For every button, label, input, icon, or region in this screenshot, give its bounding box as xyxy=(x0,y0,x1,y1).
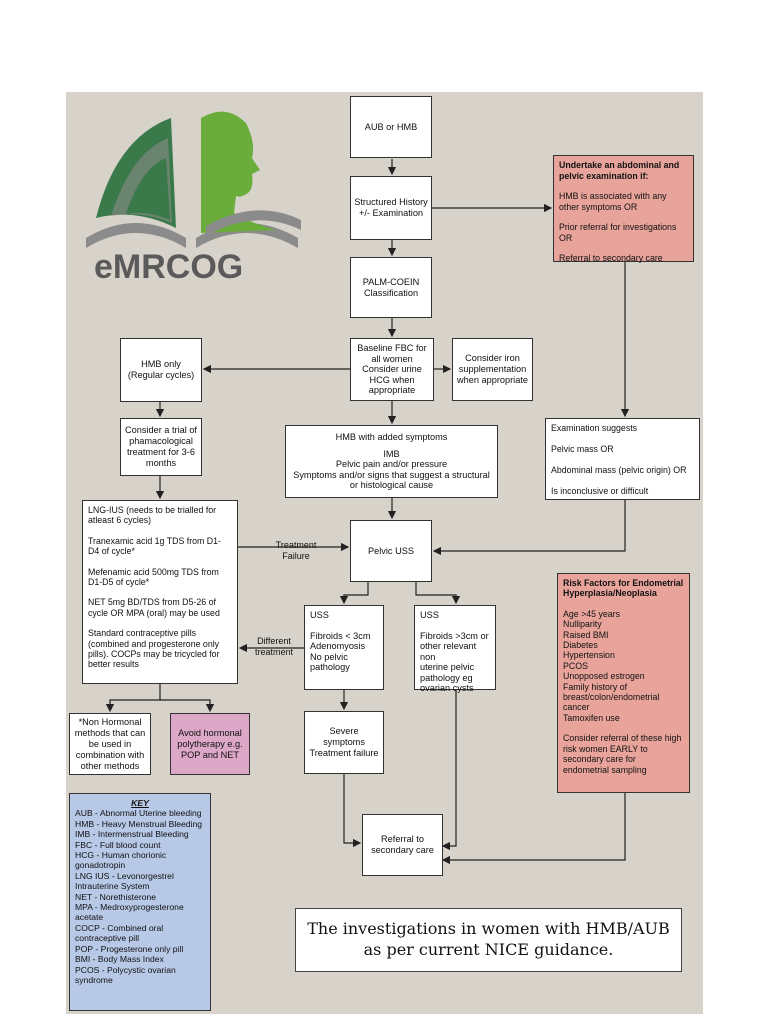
logo-text: eMRCOG xyxy=(94,248,244,286)
node-palm-coein: PALM-COEIN Classification xyxy=(350,257,432,318)
node-trial: Consider a trial of phamacological treatment for 3-6 months xyxy=(120,418,202,476)
node-baseline-fbc: Baseline FBC for all women Consider urine HCG when appropriate xyxy=(350,338,434,401)
node-hmb-only: HMB only (Regular cycles) xyxy=(120,338,202,402)
node-structured-history: Structured History +/- Examination xyxy=(350,176,432,240)
node-uss-small: USS Fibroids < 3cm Adenomyosis No pelvic pathology xyxy=(304,605,384,690)
node-treatment-list: LNG-IUS (needs to be trialled for atleast 6 cycles) Tranexamic acid 1g TDS from D1-D4 of cycle* Mefenamic acid 500mg TDS from D1-D5 of cycle* NET 5mg BD/TDS from D5-26 of cycle OR MPA (oral) may be used Standard contraceptive pills (combined and progesterone only pills). COCPs may be tricycled for better results xyxy=(82,500,238,684)
arrow-risk-to-referral xyxy=(443,793,625,860)
arrow-large-to-referral xyxy=(443,690,456,846)
label-different-treatment: Different treatment xyxy=(254,636,294,657)
node-severe: Severe symptoms Treatment failure xyxy=(304,711,384,774)
arrow-severe-to-referral xyxy=(344,774,360,843)
node-referral: Referral to secondary care xyxy=(362,814,443,876)
node-iron: Consider iron supplementation when appropriate xyxy=(452,338,533,401)
arrow-uss-to-small xyxy=(344,582,368,603)
node-uss-large: USS Fibroids >3cm or other relevant non uterine pelvic pathology eg ovarian cysts xyxy=(414,605,496,690)
arrow-list-to-nonhormonal xyxy=(110,684,160,711)
label-treatment-failure: Treatment Failure xyxy=(275,540,317,561)
node-aub-hmb: AUB or HMB xyxy=(350,96,432,158)
node-avoid-polytherapy: Avoid hormonal polytherapy e.g. POP and NET xyxy=(170,713,250,775)
arrow-uss-to-large xyxy=(416,582,456,603)
node-hmb-added: HMB with added symptoms IMB Pelvic pain and/or pressure Symptoms and/or signs that suggest a structural or histological cause xyxy=(285,425,498,498)
node-pelvic-uss: Pelvic USS xyxy=(350,520,432,582)
arrow-list-to-avoid xyxy=(160,700,210,711)
node-non-hormonal: *Non Hormonal methods that can be used in combination with other methods xyxy=(69,713,151,775)
key-legend: KEY AUB - Abnormal Uterine bleeding HMB - Heavy Menstrual Bleeding IMB - Intermenstrual Bleeding FBC - Full blood count HCG - Human chorionic gonadotropin LNG IUS - Levonorgestrel Intrauterine System NET - Norethisterone MPA - Medroxyprogesterone acetate COCP - Combined oral contraceptive pill POP - Progesterone only pill BMI - Body Mass Index PCOS - Polycystic ovarian syndrome xyxy=(69,793,211,1011)
node-risk-factors: Risk Factors for Endometrial Hyperplasia/Neoplasia Age >45 years Nulliparity Raised BMI Diabetes Hypertension PCOS Unopposed estrogen Family history of breast/colon/endometrial cancer Tamoxifen use Consider referral of these high risk women EARLY to secondary care for endometrial sampling xyxy=(557,573,690,793)
node-exam-suggests: Examination suggests Pelvic mass OR Abdominal mass (pelvic origin) OR Is inconclusive or difficult xyxy=(545,418,700,500)
node-exam-criteria: Undertake an abdominal and pelvic examination if: HMB is associated with any other symptoms OR Prior referral for investigations OR Referral to secondary care xyxy=(553,155,694,262)
caption: The investigations in women with HMB/AUB as per current NICE guidance. xyxy=(295,908,682,972)
